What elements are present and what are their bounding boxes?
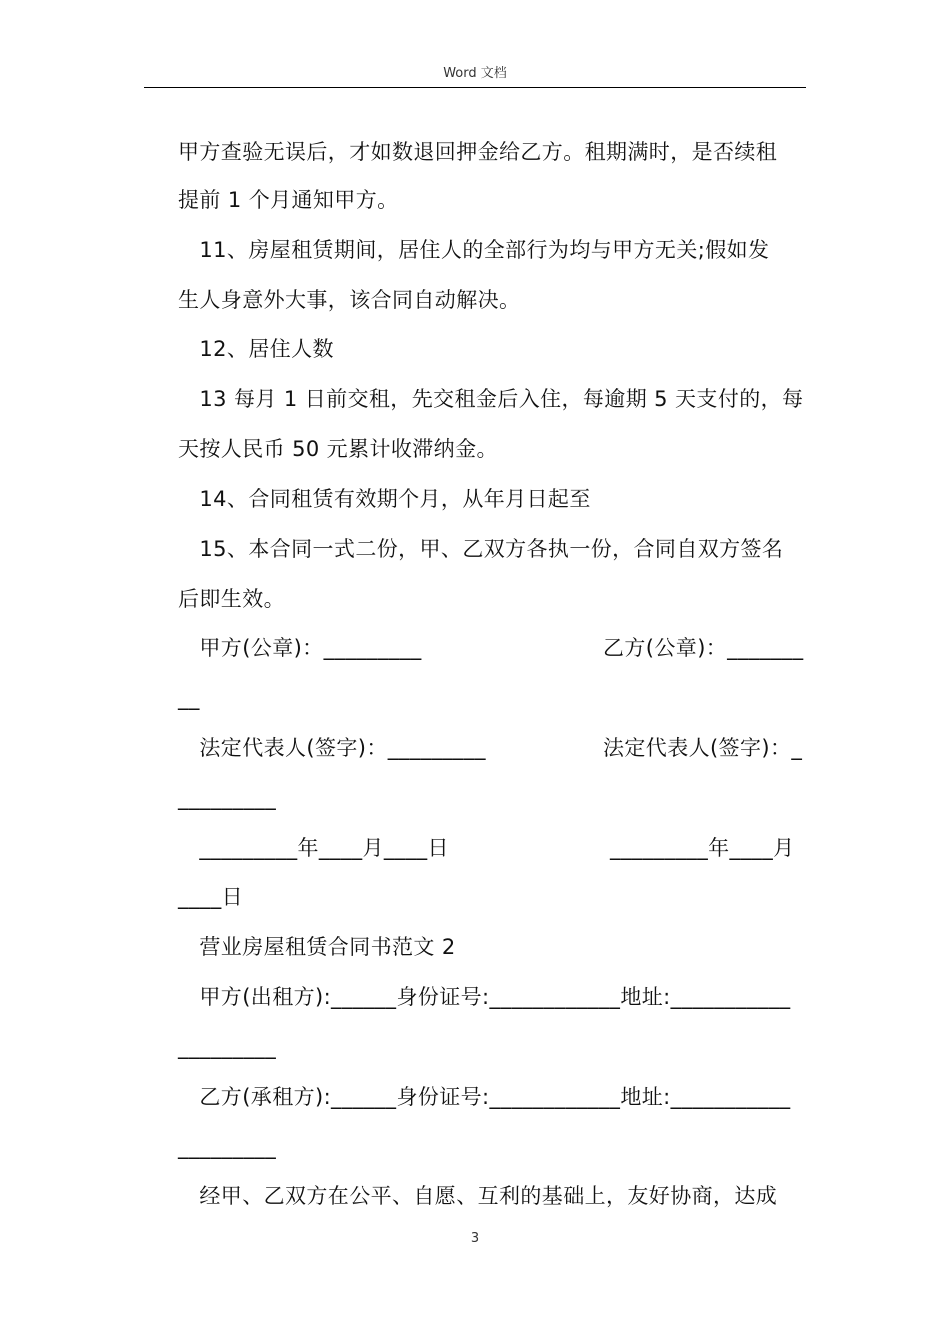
party-b-seal-field-cont: __ xyxy=(178,686,200,710)
clause-12: 12、居住人数 xyxy=(178,337,334,361)
party-b-rep-field: 法定代表人(签字)：_ xyxy=(603,736,803,760)
document-header: Word 文档 xyxy=(443,66,507,81)
body-line: 甲方查验无误后，才如数退回押金给乙方。租期满时，是否续租 xyxy=(178,140,778,164)
body-line: 后即生效。 xyxy=(178,587,285,611)
body-line: 天按人民币 50 元累计收滞纳金。 xyxy=(178,437,498,461)
party-a-info-cont: _________ xyxy=(178,1035,277,1059)
party-b-seal-field: 乙方(公章)：_______ xyxy=(603,636,804,660)
body-line: 提前 1 个月通知甲方。 xyxy=(178,188,399,212)
party-a-info: 甲方(出租方):______身份证号:____________地址:___________ xyxy=(178,985,791,1009)
header-rule xyxy=(144,87,806,88)
preamble: 经甲、乙双方在公平、自愿、互利的基础上，友好协商，达成 xyxy=(178,1184,778,1208)
section-title: 营业房屋租赁合同书范文 2 xyxy=(178,935,456,959)
clause-15: 15、本合同一式二份，甲、乙双方各执一份，合同自双方签名 xyxy=(178,537,784,561)
party-b-info: 乙方(承租方):______身份证号:____________地址:___________ xyxy=(178,1085,791,1109)
party-a-rep-field: 法定代表人(签字)：_________ xyxy=(178,736,486,760)
party-b-date-field-cont: ____日 xyxy=(178,885,243,909)
party-b-info-cont: _________ xyxy=(178,1135,277,1159)
clause-13: 13 每月 1 日前交租，先交租金后入住，每逾期 5 天支付的，每 xyxy=(178,387,804,411)
clause-14: 14、合同租赁有效期个月，从年月日起至 xyxy=(178,487,591,511)
party-a-seal-field: 甲方(公章)：_________ xyxy=(178,636,422,660)
party-b-rep-field-cont: _________ xyxy=(178,786,277,810)
clause-11: 11、房屋租赁期间，居住人的全部行为均与甲方无关;假如发 xyxy=(178,238,770,262)
party-a-date-field: _________年____月____日 xyxy=(178,836,449,860)
page-number: 3 xyxy=(470,1231,480,1246)
party-b-date-field: _________年____月 xyxy=(610,836,795,860)
body-line: 生人身意外大事，该合同自动解决。 xyxy=(178,288,521,312)
